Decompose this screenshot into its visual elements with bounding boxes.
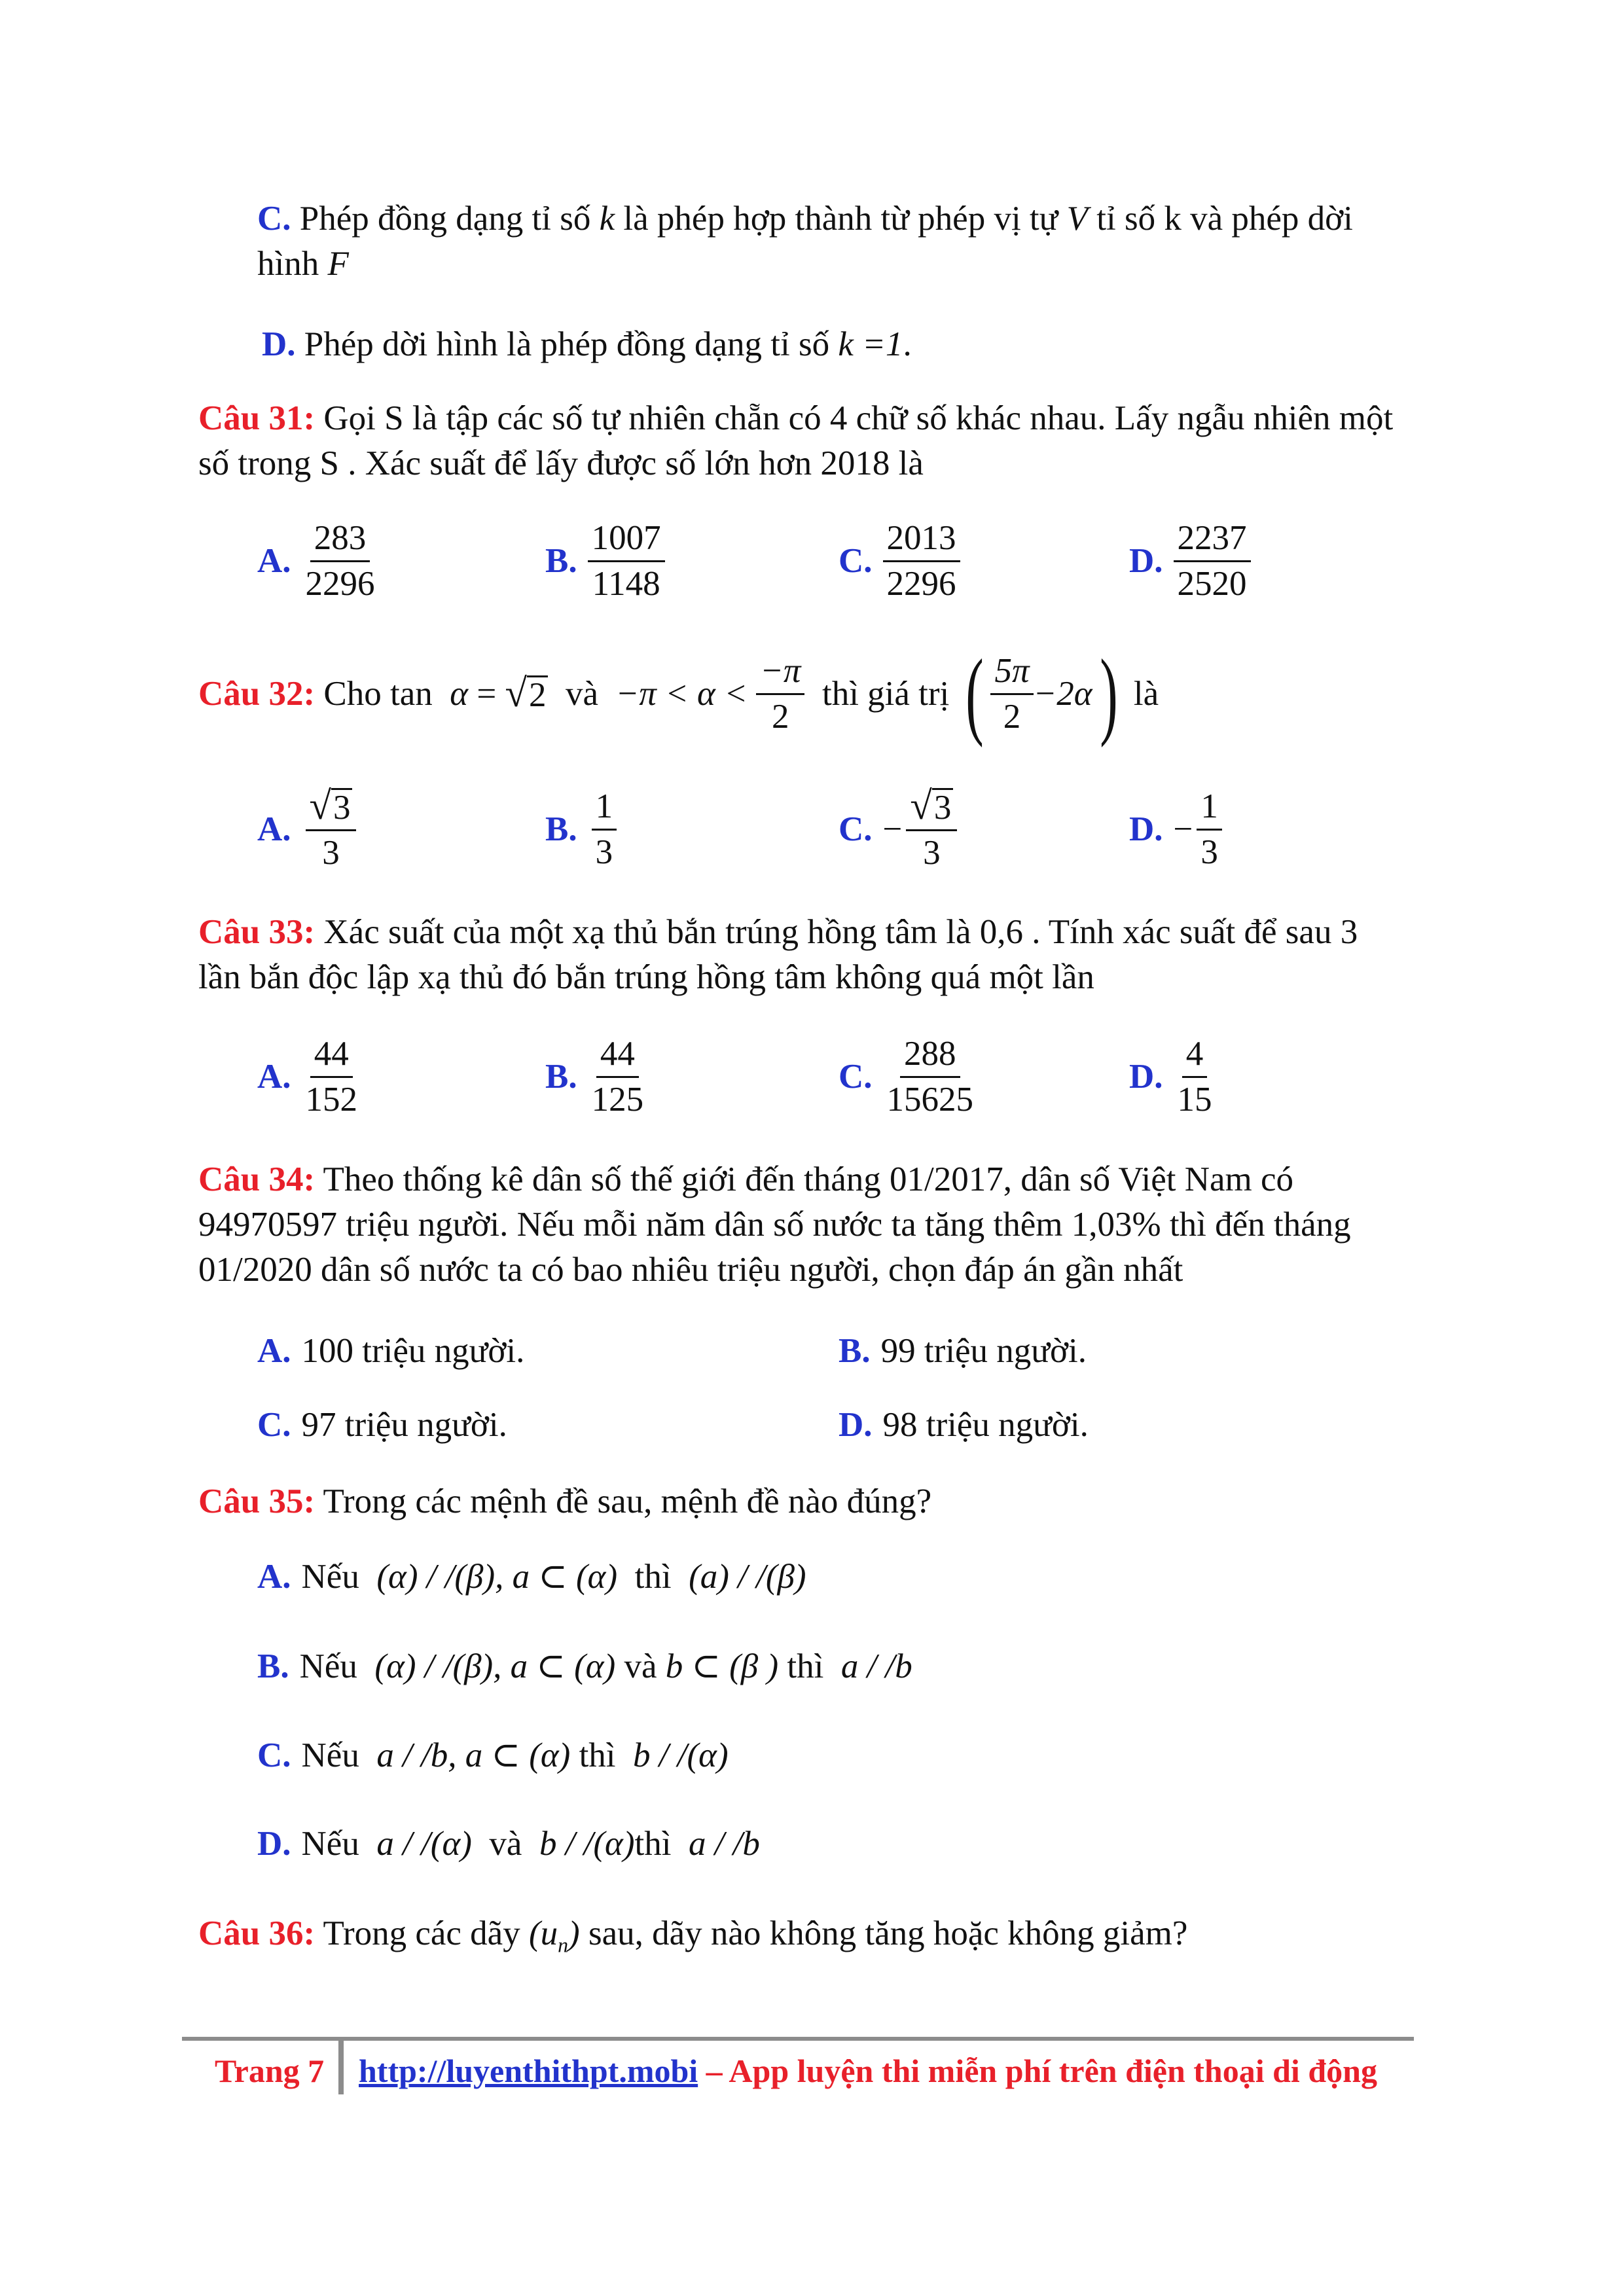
numerator: 4 xyxy=(1182,1035,1208,1077)
sqrt-sign: √ xyxy=(505,671,527,715)
option-label: B. xyxy=(545,810,577,848)
option-text: . xyxy=(903,325,912,363)
option-label: A. xyxy=(257,541,291,580)
sequence-symbol xyxy=(528,1914,580,1957)
question-text: 94970597 triệu người. Nếu mỗi năm dân số nước ta tăng thêm 1,03% thì đến tháng xyxy=(198,1205,1351,1244)
q33-option-a xyxy=(257,1028,361,1126)
question-text: thì giá trị xyxy=(821,674,950,713)
sqrt-expression xyxy=(910,783,953,828)
denominator: 2296 xyxy=(305,564,375,603)
math-alpha: α xyxy=(450,674,469,713)
numerator: 1007 xyxy=(588,519,665,562)
fraction xyxy=(883,1035,978,1119)
numerator: 44 xyxy=(310,1035,353,1077)
fraction xyxy=(990,652,1033,736)
footer-text xyxy=(359,2050,1377,2092)
sqrt-argument: 3 xyxy=(932,788,954,827)
option-text: Nếu xyxy=(301,1558,359,1596)
option-text: 97 triệu người. xyxy=(301,1406,507,1444)
question-text: là xyxy=(1133,674,1159,713)
option-label: D. xyxy=(1129,541,1163,580)
sequence-open: (u xyxy=(528,1914,558,1952)
fraction xyxy=(1174,519,1251,603)
q32-option-c xyxy=(839,780,957,878)
sqrt-argument: 2 xyxy=(527,675,549,714)
option-label: A. xyxy=(257,1057,291,1096)
option-text: Nếu xyxy=(301,1736,359,1774)
q34-option-b xyxy=(839,1329,1087,1374)
denominator: 3 xyxy=(1200,833,1218,871)
option-label: C. xyxy=(257,200,291,238)
prev-option-d xyxy=(262,322,1506,367)
question-text: và xyxy=(565,674,598,713)
fraction xyxy=(756,652,804,736)
q35-option-b xyxy=(257,1644,1435,1689)
fraction xyxy=(306,783,357,872)
option-label: C. xyxy=(839,810,873,848)
math-eq: = xyxy=(477,674,497,713)
question-text: Theo thống kê dân số thế giới đến tháng 01/2017, dân số Việt Nam có xyxy=(323,1160,1294,1198)
fraction xyxy=(1197,787,1222,871)
right-paren: ) xyxy=(1099,639,1118,748)
question-text: sau, dãy nào không tăng hoặc không giảm? xyxy=(588,1914,1188,1952)
denominator: 2 xyxy=(772,697,789,736)
option-text: Phép dời hình là phép đồng dạng tỉ số xyxy=(304,325,839,363)
numerator: 283 xyxy=(310,519,370,562)
question-36 xyxy=(198,1911,1442,1959)
math-expression: (a) / /(β) xyxy=(689,1558,806,1596)
footer-vertical-divider xyxy=(338,2037,344,2094)
option-label: B. xyxy=(545,541,577,580)
option-text: 98 triệu người. xyxy=(882,1406,1089,1444)
option-text: 99 triệu người. xyxy=(880,1332,1087,1370)
question-text: lần bắn độc lập xạ thủ đó bắn trúng hồng tâm không quá một lần xyxy=(198,958,1094,996)
option-label: D. xyxy=(1129,1057,1163,1096)
question-text: số trong S . Xác suất để lấy được số lớn hơn 2018 là xyxy=(198,444,924,482)
option-label: D. xyxy=(257,1825,291,1863)
math-inequality: −π < α < xyxy=(615,674,748,713)
fraction xyxy=(588,519,665,603)
math-expr: k =1 xyxy=(838,325,903,363)
paren-expression xyxy=(958,639,1125,748)
math-expression: a / /(α) xyxy=(376,1825,472,1863)
math-expression: (α) / /(β), a ⊂ (α) xyxy=(374,1647,616,1685)
q33-option-b xyxy=(545,1028,647,1126)
numerator: 1 xyxy=(592,787,617,830)
sqrt-sign: √ xyxy=(910,783,932,828)
option-label: C. xyxy=(257,1736,291,1774)
math-term: −2α xyxy=(1033,674,1092,713)
question-label: Câu 33: xyxy=(198,913,316,951)
question-35 xyxy=(198,1479,1442,1524)
numerator: −π xyxy=(756,652,804,694)
q31-option-b xyxy=(545,512,665,610)
math-f: F xyxy=(327,244,349,283)
question-label: Câu 36: xyxy=(198,1914,316,1952)
option-label: A. xyxy=(257,1558,291,1596)
q31-options xyxy=(257,512,1468,610)
math-v: V xyxy=(1066,200,1088,238)
math-expression: b / /(α) xyxy=(539,1825,635,1863)
denominator: 15625 xyxy=(886,1080,974,1119)
question-text: Xác suất của một xạ thủ bắn trúng hồng tâm là 0,6 . Tính xác suất để sau 3 xyxy=(323,913,1358,951)
footer-link[interactable]: http://luyenthithpt.mobi xyxy=(359,2053,698,2089)
denominator: 2520 xyxy=(1177,564,1247,603)
question-label: Câu 32: xyxy=(198,674,316,713)
numerator: 2013 xyxy=(883,519,960,562)
sqrt-expression xyxy=(309,783,353,828)
option-text: thì xyxy=(787,1647,824,1685)
sign: − xyxy=(882,810,903,848)
q31-option-c xyxy=(839,512,960,610)
option-text: Phép đồng dạng tỉ số xyxy=(299,200,600,238)
question-label: Câu 35: xyxy=(198,1482,316,1520)
option-label: C. xyxy=(839,541,873,580)
footer-divider xyxy=(182,2037,1414,2041)
question-label: Câu 34: xyxy=(198,1160,316,1198)
denominator: 3 xyxy=(595,833,613,871)
option-label: B. xyxy=(257,1647,289,1685)
option-text: thì xyxy=(634,1825,672,1863)
numerator xyxy=(306,783,357,831)
denominator: 2296 xyxy=(886,564,956,603)
option-text: hình xyxy=(257,244,328,283)
q32-options xyxy=(257,780,1468,878)
numerator xyxy=(906,783,957,831)
q35-option-c xyxy=(257,1733,1435,1778)
question-text: Trong các dãy xyxy=(323,1914,520,1952)
question-text: Gọi S là tập các số tự nhiên chẵn có 4 chữ số khác nhau. Lấy ngẫu nhiên một xyxy=(323,399,1394,437)
sequence-close: ) xyxy=(568,1914,580,1952)
footer-tagline: – App luyện thi miễn phí trên điện thoại di động xyxy=(698,2053,1377,2089)
q32-option-b xyxy=(545,780,617,878)
denominator: 125 xyxy=(591,1080,644,1119)
q34-options-row-1 xyxy=(257,1329,1468,1374)
question-text: 01/2020 dân số nước ta có bao nhiêu triệu người, chọn đáp án gần nhất xyxy=(198,1250,1183,1289)
math-expression: b ⊂ (β ) xyxy=(665,1647,779,1685)
sqrt-argument: 3 xyxy=(331,788,353,827)
q33-option-c xyxy=(839,1028,977,1126)
sqrt-expression xyxy=(505,671,548,715)
left-paren: ( xyxy=(965,639,984,748)
option-text: 100 triệu người. xyxy=(301,1332,525,1370)
denominator: 2 xyxy=(1003,697,1021,736)
option-label: C. xyxy=(257,1406,291,1444)
question-label: Câu 31: xyxy=(198,399,316,437)
q34-option-d xyxy=(839,1403,1089,1448)
numerator: 288 xyxy=(900,1035,960,1077)
q34-option-a xyxy=(257,1329,524,1374)
q34-options-row-2 xyxy=(257,1403,1468,1448)
math-expression: (α) / /(β), a ⊂ (α) xyxy=(376,1558,618,1596)
question-text: Cho tan xyxy=(323,674,433,713)
option-label: D. xyxy=(1129,810,1163,848)
fraction xyxy=(1174,1035,1216,1119)
q33-option-d xyxy=(1129,1028,1216,1126)
option-text: Nếu xyxy=(301,1825,359,1863)
fraction xyxy=(302,1035,362,1119)
q34-option-c xyxy=(257,1403,507,1448)
numerator: 5π xyxy=(990,652,1033,694)
math-expression: a / /b, a ⊂ (α) xyxy=(376,1736,571,1774)
q32-option-a xyxy=(257,780,356,878)
question-text: Trong các mệnh đề sau, mệnh đề nào đúng? xyxy=(323,1482,932,1520)
denominator: 15 xyxy=(1177,1080,1212,1119)
math-k: k xyxy=(599,200,615,238)
option-label: B. xyxy=(545,1057,577,1096)
option-label: D. xyxy=(262,325,296,363)
option-label: B. xyxy=(839,1332,871,1370)
option-text: và xyxy=(624,1647,657,1685)
question-33 xyxy=(198,910,1442,1000)
option-text: Nếu xyxy=(299,1647,357,1685)
fraction xyxy=(592,787,617,871)
sqrt-sign: √ xyxy=(309,783,331,828)
option-text: và xyxy=(489,1825,522,1863)
option-label: D. xyxy=(839,1406,873,1444)
fraction xyxy=(302,519,379,603)
option-label: A. xyxy=(257,810,291,848)
option-text: thì xyxy=(634,1558,672,1596)
denominator: 152 xyxy=(305,1080,358,1119)
option-text: thì xyxy=(579,1736,616,1774)
option-text: là phép hợp thành từ phép vị tự xyxy=(615,200,1067,238)
option-label: C. xyxy=(839,1057,873,1096)
question-34 xyxy=(198,1157,1442,1293)
footer-page-number: Trang 7 xyxy=(215,2053,325,2089)
prev-option-c xyxy=(257,196,1435,287)
math-expression: b / /(α) xyxy=(633,1736,729,1774)
math-expression: a / /b xyxy=(688,1825,760,1863)
fraction xyxy=(906,783,957,872)
numerator: 1 xyxy=(1197,787,1222,830)
numerator: 2237 xyxy=(1174,519,1251,562)
q35-option-d xyxy=(257,1821,1435,1867)
option-label: A. xyxy=(257,1332,291,1370)
denominator: 3 xyxy=(322,834,340,872)
denominator: 1148 xyxy=(592,564,660,603)
sequence-subscript: n xyxy=(558,1933,569,1957)
math-expression: a / /b xyxy=(840,1647,912,1685)
q33-options xyxy=(257,1028,1468,1126)
q35-option-a xyxy=(257,1554,1435,1600)
numerator: 44 xyxy=(596,1035,639,1077)
option-text: tỉ số k và phép dời xyxy=(1088,200,1353,238)
question-32 xyxy=(198,641,1442,746)
fraction xyxy=(883,519,960,603)
denominator: 3 xyxy=(923,834,941,872)
fraction xyxy=(588,1035,648,1119)
question-31 xyxy=(198,396,1442,486)
q31-option-d xyxy=(1129,512,1251,610)
sign: − xyxy=(1173,810,1193,848)
q32-option-d xyxy=(1129,780,1222,878)
q31-option-a xyxy=(257,512,379,610)
